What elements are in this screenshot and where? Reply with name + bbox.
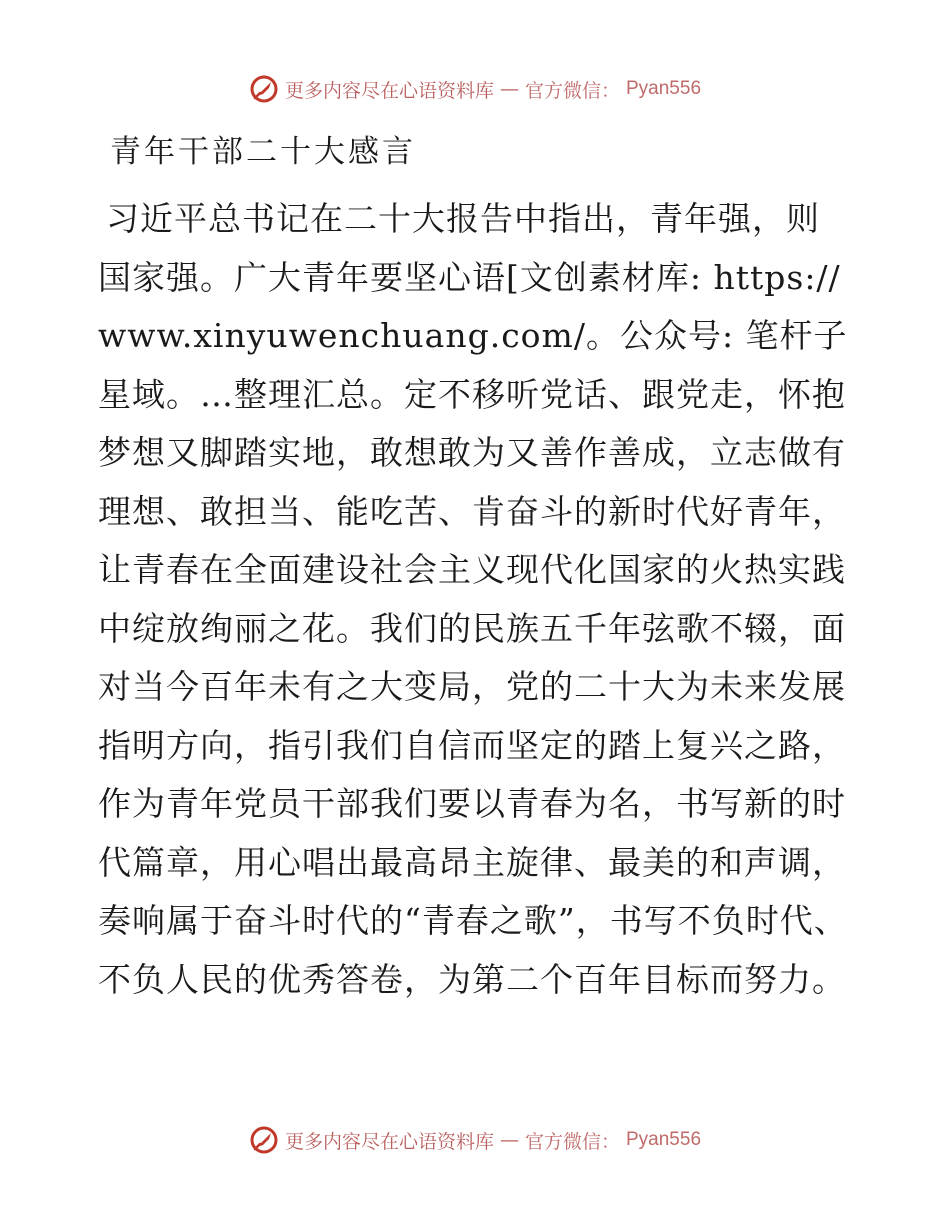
document-title: 青年干部二十大感言 (110, 134, 416, 170)
banner-separator: — (499, 78, 519, 100)
banner-wechat-label: 官方微信： (524, 1130, 620, 1153)
banner-brand-text: 更多内容尽在心语资料库 (284, 79, 494, 102)
banner-separator: — (499, 1129, 519, 1151)
banner-brand-text: 更多内容尽在心语资料库 (284, 1130, 494, 1153)
header-banner (0, 74, 950, 104)
banner-wechat-id: Pyan556 (626, 78, 702, 99)
footer-banner (0, 1125, 950, 1155)
document-body: 习近平总书记在二十大报告中指出，青年强，则国家强。广大青年要坚心语[文创素材库: https://www.xinyuwenchuang.com/。公众号: 笔杆子星域。…整理汇总。定不移听党话、跟党走，怀抱梦想又脚踏实地，敢想敢为又善作善成，立志做有理想、敢担当、能吃苦、肯奋斗的新时代好青年，让青春在全面建设社会主义现代化国家的火热实践中绽放绚丽之花。我们的民族五千年弦歌不辍，面对当今百年未有之大变局，党的二十大为未来发展指明方向，指引我们自信而坚定的踏上复兴之路，作为青年党员干部我们要以青春为名，书写新的时代篇章，用心唱出最高昂主旋律、最美的和声调，奏响属于奋斗时代的“青春之歌”，书写不负时代、不负人民的优秀答卷，为第二个百年目标而努力。 (98, 199, 848, 999)
quill-seal-icon (249, 1125, 279, 1155)
quill-seal-icon (249, 74, 279, 104)
banner-wechat-label: 官方微信： (524, 79, 620, 102)
banner-wechat-id: Pyan556 (626, 1129, 702, 1150)
